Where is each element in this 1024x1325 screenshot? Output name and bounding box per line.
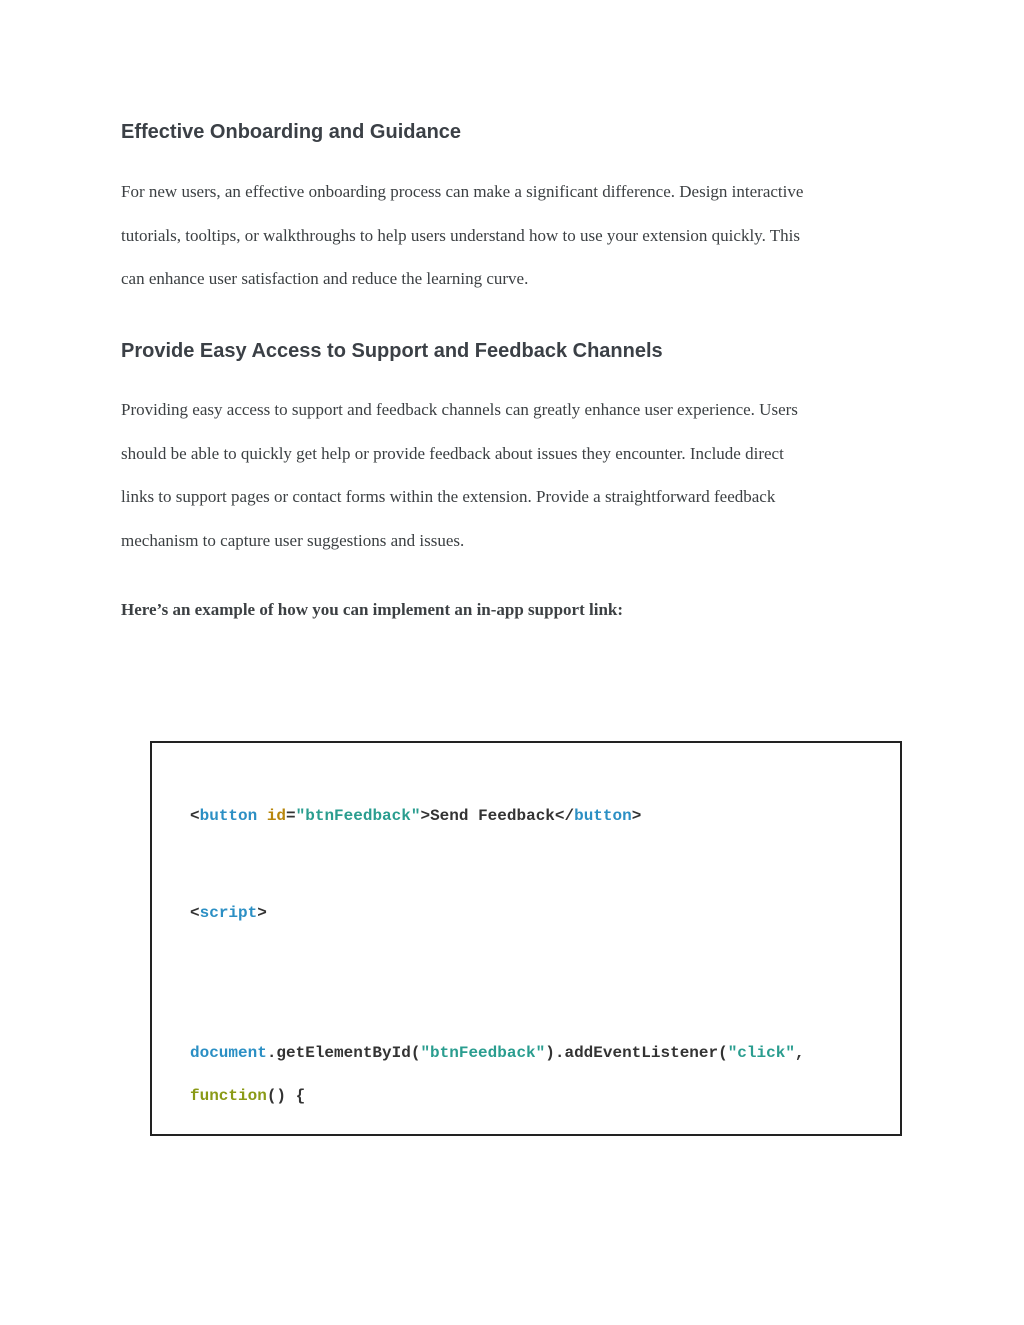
code-token: , — [794, 1044, 805, 1062]
code-token: >Send Feedback</ — [420, 807, 575, 825]
code-token-attr: id — [266, 807, 287, 825]
example-lead: Here’s an example of how you can implement an in-app support link: — [121, 600, 624, 619]
code-token: ).addEventListener( — [545, 1044, 728, 1062]
code-token: > — [257, 904, 267, 922]
section-heading-support: Provide Easy Access to Support and Feedback Channels — [121, 340, 663, 362]
section-heading-onboarding: Effective Onboarding and Guidance — [121, 121, 462, 143]
code-token-tag: button — [574, 807, 632, 825]
paragraph-line: Providing easy access to support and feedback channels can greatly enhance user experience. Users — [121, 400, 798, 419]
paragraph-line: tutorials, tooltips, or walkthroughs to help users understand how to use your extension quickly. This — [121, 225, 800, 245]
code-token-string: "click" — [727, 1044, 795, 1062]
code-token-tag: button — [199, 807, 258, 825]
code-line-listener — [190, 1043, 805, 1063]
paragraph-line: For new users, an effective onboarding process can make a significant difference. Design interactive — [121, 182, 804, 201]
code-block — [150, 741, 902, 1136]
paragraph-line: should be able to quickly get help or provide feedback about issues they encounter. Include direct — [121, 443, 784, 463]
code-line-script — [190, 903, 267, 923]
code-token: () { — [266, 1087, 306, 1105]
code-token-string: "btnFeedback" — [420, 1044, 546, 1062]
code-token-keyword: function — [190, 1087, 267, 1105]
paragraph-support — [121, 400, 911, 574]
code-token: < — [190, 807, 200, 825]
code-token: = — [286, 807, 296, 825]
code-line-button — [190, 806, 641, 826]
code-token: .getElementById( — [266, 1044, 421, 1062]
code-token — [257, 807, 267, 825]
paragraph-onboarding — [121, 182, 911, 313]
code-token: < — [190, 904, 200, 922]
paragraph-line: can enhance user satisfaction and reduce the learning curve. — [121, 269, 529, 288]
code-token-tag: script — [199, 904, 258, 922]
code-token-string: "btnFeedback" — [295, 807, 421, 825]
code-line-function — [190, 1086, 305, 1106]
paragraph-line: mechanism to capture user suggestions and issues. — [121, 530, 465, 550]
code-token: > — [631, 807, 642, 825]
code-token-object: document — [190, 1044, 267, 1062]
paragraph-line: links to support pages or contact forms within the extension. Provide a straightforward feedback — [121, 487, 776, 506]
